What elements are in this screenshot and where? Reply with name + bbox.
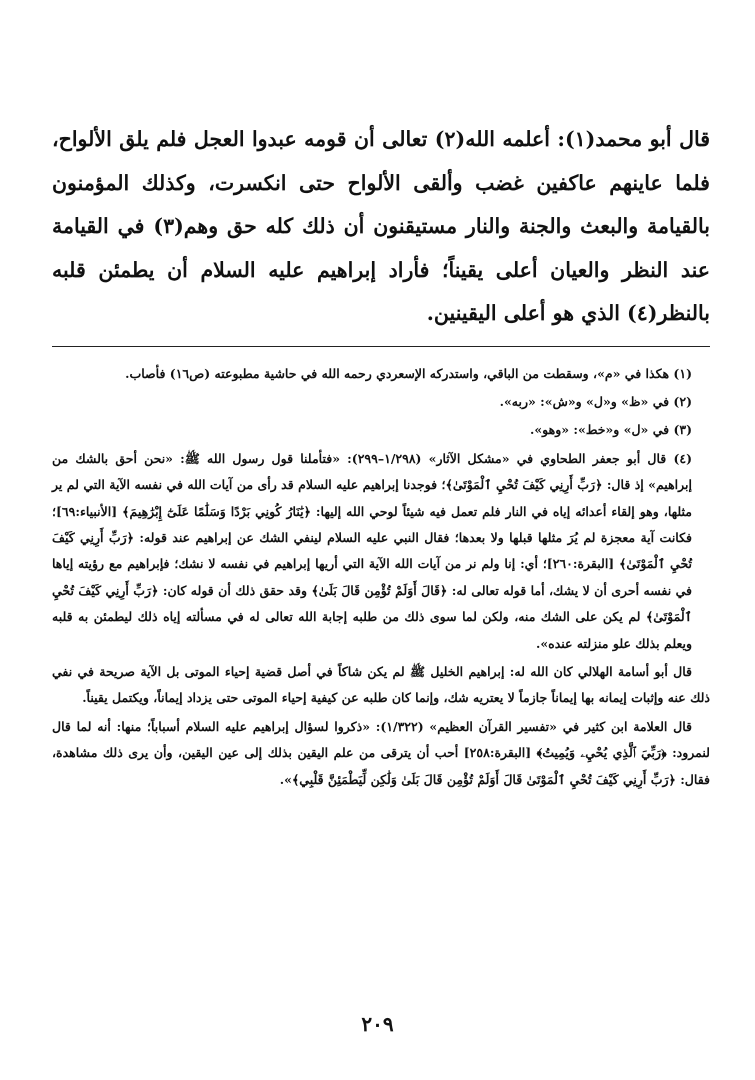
footnote-1: (١) هكذا في «م»، وسقطت من الباقي، واستدركه الإسعردي رحمه الله في حاشية مطبوعته (ص١٦) فأصاب. <box>125 365 692 381</box>
page-body <box>52 118 710 795</box>
footnote-2: (٢) في «ظ» و«ل» و«ش»: «ربه». <box>499 393 692 409</box>
footnote-4-continuation-ibn-kathir: قال العلامة ابن كثير في «تفسير القرآن العظيم» (١/٣٢٢): «ذكروا لسؤال إبراهيم عليه السلام أسباباً؛ منها: أنه لما قال لنمرود: ﴿رَبِّيَ ٱلَّذِي يُحْيِۦ وَيُمِيتُ﴾ [البقرة:٢٥٨] أحب أن يترقى من علم اليقين بذلك إلى عين اليقين، وأن يرى ذلك مشاهدة، فقال: ﴿رَبِّ أَرِنِي كَيْفَ تُحْيِ ٱلْمَوْتَىٰ قَالَ أَوَلَمْ تُؤْمِن قَالَ بَلَىٰ وَلَٰكِن لِّيَطْمَئِنَّ قَلْبِي﴾». <box>52 718 710 787</box>
footnote-4-continuation-hilali: قال أبو أسامة الهلالي كان الله له: إبراهيم الخليل ﷺ لم يكن شاكاً في أصل قضية إحياء الموتى بل الآية صريحة في نفي ذلك عنه وإثبات إيمانه بها إيماناً جازماً لا يعتريه شك، وإنما كان طلبه عن كيفية إحياء الموتى حتى يزداد إيماناً، ويكتمل يقيناً. <box>52 663 710 706</box>
main-paragraph: قال أبو محمد(١): أعلمه الله(٢) تعالى أن قومه عبدوا العجل فلم يلق الألواح، فلما عاينهم عاكفين غضب وألقى الألواح حتى انكسرت، وكذلك المؤمنون بالقيامة والبعث والجنة والنار مستيقنون أن ذلك كله حق وهم(٣) في القيامة عند النظر والعيان أعلى يقيناً؛ فأراد إبراهيم عليه السلام أن يطمئن قلبه بالنظر(٤) الذي هو أعلى اليقينين. <box>52 127 711 325</box>
footnote-separator <box>52 346 710 347</box>
footnote-3: (٣) في «ل» و«خط»: «وهو». <box>530 422 692 438</box>
footnote-4: (٤) قال أبو جعفر الطحاوي في «مشكل الآثار» (١/٢٩٨–٢٩٩): «فتأملنا قول رسول الله ﷺ: «نحن أحق بالشك من إبراهيم» إذ قال: ﴿رَبِّ أَرِنِي كَيْفَ تُحْيِ ٱلْمَوْتَىٰ﴾؛ فوجدنا إبراهيم عليه السلام قد رأى من آيات الله في نفسه الآية التي لم ير مثلها، وهو إلقاء أعدائه إياه في النار فلم تعمل فيه شيئاً لوحي الله إليها: ﴿يَٰنَارُ كُونِي بَرْدًا وَسَلَٰمًا عَلَىٰٓ إِبْرَٰهِيمَ﴾ [الأنبياء:٦٩]؛ فكانت آية معجزة لم يُرَ مثلها قبلها ولا بعدها؛ فقال النبي عليه السلام لينفي الشك عن إبراهيم عند قوله: ﴿رَبِّ أَرِنِي كَيْفَ تُحْيِ ٱلْمَوْتَىٰ﴾ [البقرة:٢٦٠]؛ أي: إنا ولم نر من آيات الله الآية التي أريها إبراهيم في نفسه لا نشك؛ فإبراهيم مع رؤيته إياها في نفسه أحرى أن لا يشك، أما قوله تعالى له: ﴿قَالَ أَوَلَمْ تُؤْمِن قَالَ بَلَىٰ﴾ وقد حقق ذلك أن قوله كان: ﴿رَبِّ أَرِنِي كَيْفَ تُحْيِ ٱلْمَوْتَىٰ﴾ لم يكن على الشك منه، ولكن لما سوى ذلك من طلبه إجابة الله تعالى له في مسألته إياه ذلك ليطمئن به قلبه ويعلم بذلك علو منزلته عنده». <box>52 450 693 651</box>
page-number: ٢٠٩ <box>361 1012 394 1036</box>
